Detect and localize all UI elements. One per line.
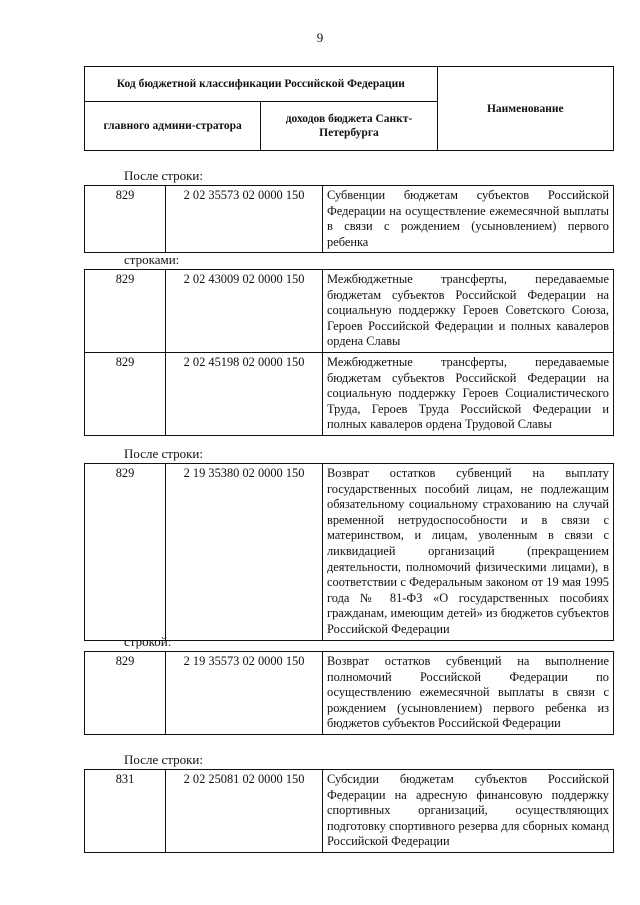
table-row — [85, 464, 614, 641]
table-row — [85, 270, 614, 353]
code-cell: 2 02 35573 02 0000 150 — [166, 186, 323, 253]
name-cell: Межбюджетные трансферты, передаваемые бюджетам субъектов Российской Федерации на социальную поддержку Героев Социалистического Труда, Героев Труда Российской Федерации и полных кавалеров ордена Трудовой Славы — [323, 352, 614, 435]
admin-cell: 829 — [85, 270, 166, 353]
header-name: Наименование — [437, 67, 613, 151]
code-cell: 2 02 25081 02 0000 150 — [166, 770, 323, 853]
section2-after-label: После строки: — [124, 446, 203, 461]
section3-after-label: После строки: — [124, 752, 203, 767]
name-cell: Возврат остатков субвенций на выполнение полномочий Российской Федерации по осуществлению ежемесячной выплаты в связи с рождением (усыновлением) первого ребенка из бюджетов субъектов Российской Федерации — [323, 652, 614, 735]
admin-cell: 829 — [85, 464, 166, 641]
section1-new-table — [84, 269, 614, 436]
name-cell: Возврат остатков субвенций на выплату государственных пособий лицам, не подлежащим обязательному социальному страхованию на случай временной нетрудоспособности и в связи с материнством, и лицам, уволенным в связи с ликвидацией организаций (прекращением деятельности, полномочий физическими лицами), в соответствии с Федеральным законом от 19 мая 1995 года № 81-ФЗ «О государственных пособиях гражданам, имеющим детей» из бюджетов субъектов Российской Федерации — [323, 464, 614, 641]
code-cell: 2 02 45198 02 0000 150 — [166, 352, 323, 435]
table-row — [85, 352, 614, 435]
name-cell: Межбюджетные трансферты, передаваемые бюджетам субъектов Российской Федерации на социальную поддержку Героев Советского Союза, Героев Российской Федерации и полных кавалеров ордена Славы — [323, 270, 614, 353]
page-number: 9 — [316, 30, 324, 45]
admin-cell: 829 — [85, 186, 166, 253]
table-row — [85, 652, 614, 735]
section2-new-table — [84, 651, 614, 735]
name-cell: Субвенции бюджетам субъектов Российской Федерации на осуществление ежемесячной выплаты в связи с рождением (усыновлением) первого ребенка — [323, 186, 614, 253]
table-row — [85, 186, 614, 253]
header-code-group: Код бюджетной классификации Российской Федерации — [85, 67, 438, 102]
admin-cell: 829 — [85, 652, 166, 735]
code-cell: 2 19 35573 02 0000 150 — [166, 652, 323, 735]
header-admin: главного админи-стратора — [85, 102, 261, 151]
section3-after-table — [84, 769, 614, 853]
table-row — [85, 770, 614, 853]
header-income: доходов бюджета Санкт-Петербурга — [261, 102, 437, 151]
section1-with-label: строками: — [124, 252, 180, 267]
section1-after-table — [84, 185, 614, 253]
code-cell: 2 19 35380 02 0000 150 — [166, 464, 323, 641]
code-cell: 2 02 43009 02 0000 150 — [166, 270, 323, 353]
header-table — [84, 66, 614, 151]
admin-cell: 829 — [85, 352, 166, 435]
section2-with-label: строкой: — [124, 634, 172, 649]
admin-cell: 831 — [85, 770, 166, 853]
section1-after-label: После строки: — [124, 168, 203, 183]
section2-after-table — [84, 463, 614, 641]
name-cell: Субсидии бюджетам субъектов Российской Федерации на адресную финансовую поддержку спортивных организаций, осуществляющих подготовку спортивного резерва для сборных команд Российской Федерации — [323, 770, 614, 853]
